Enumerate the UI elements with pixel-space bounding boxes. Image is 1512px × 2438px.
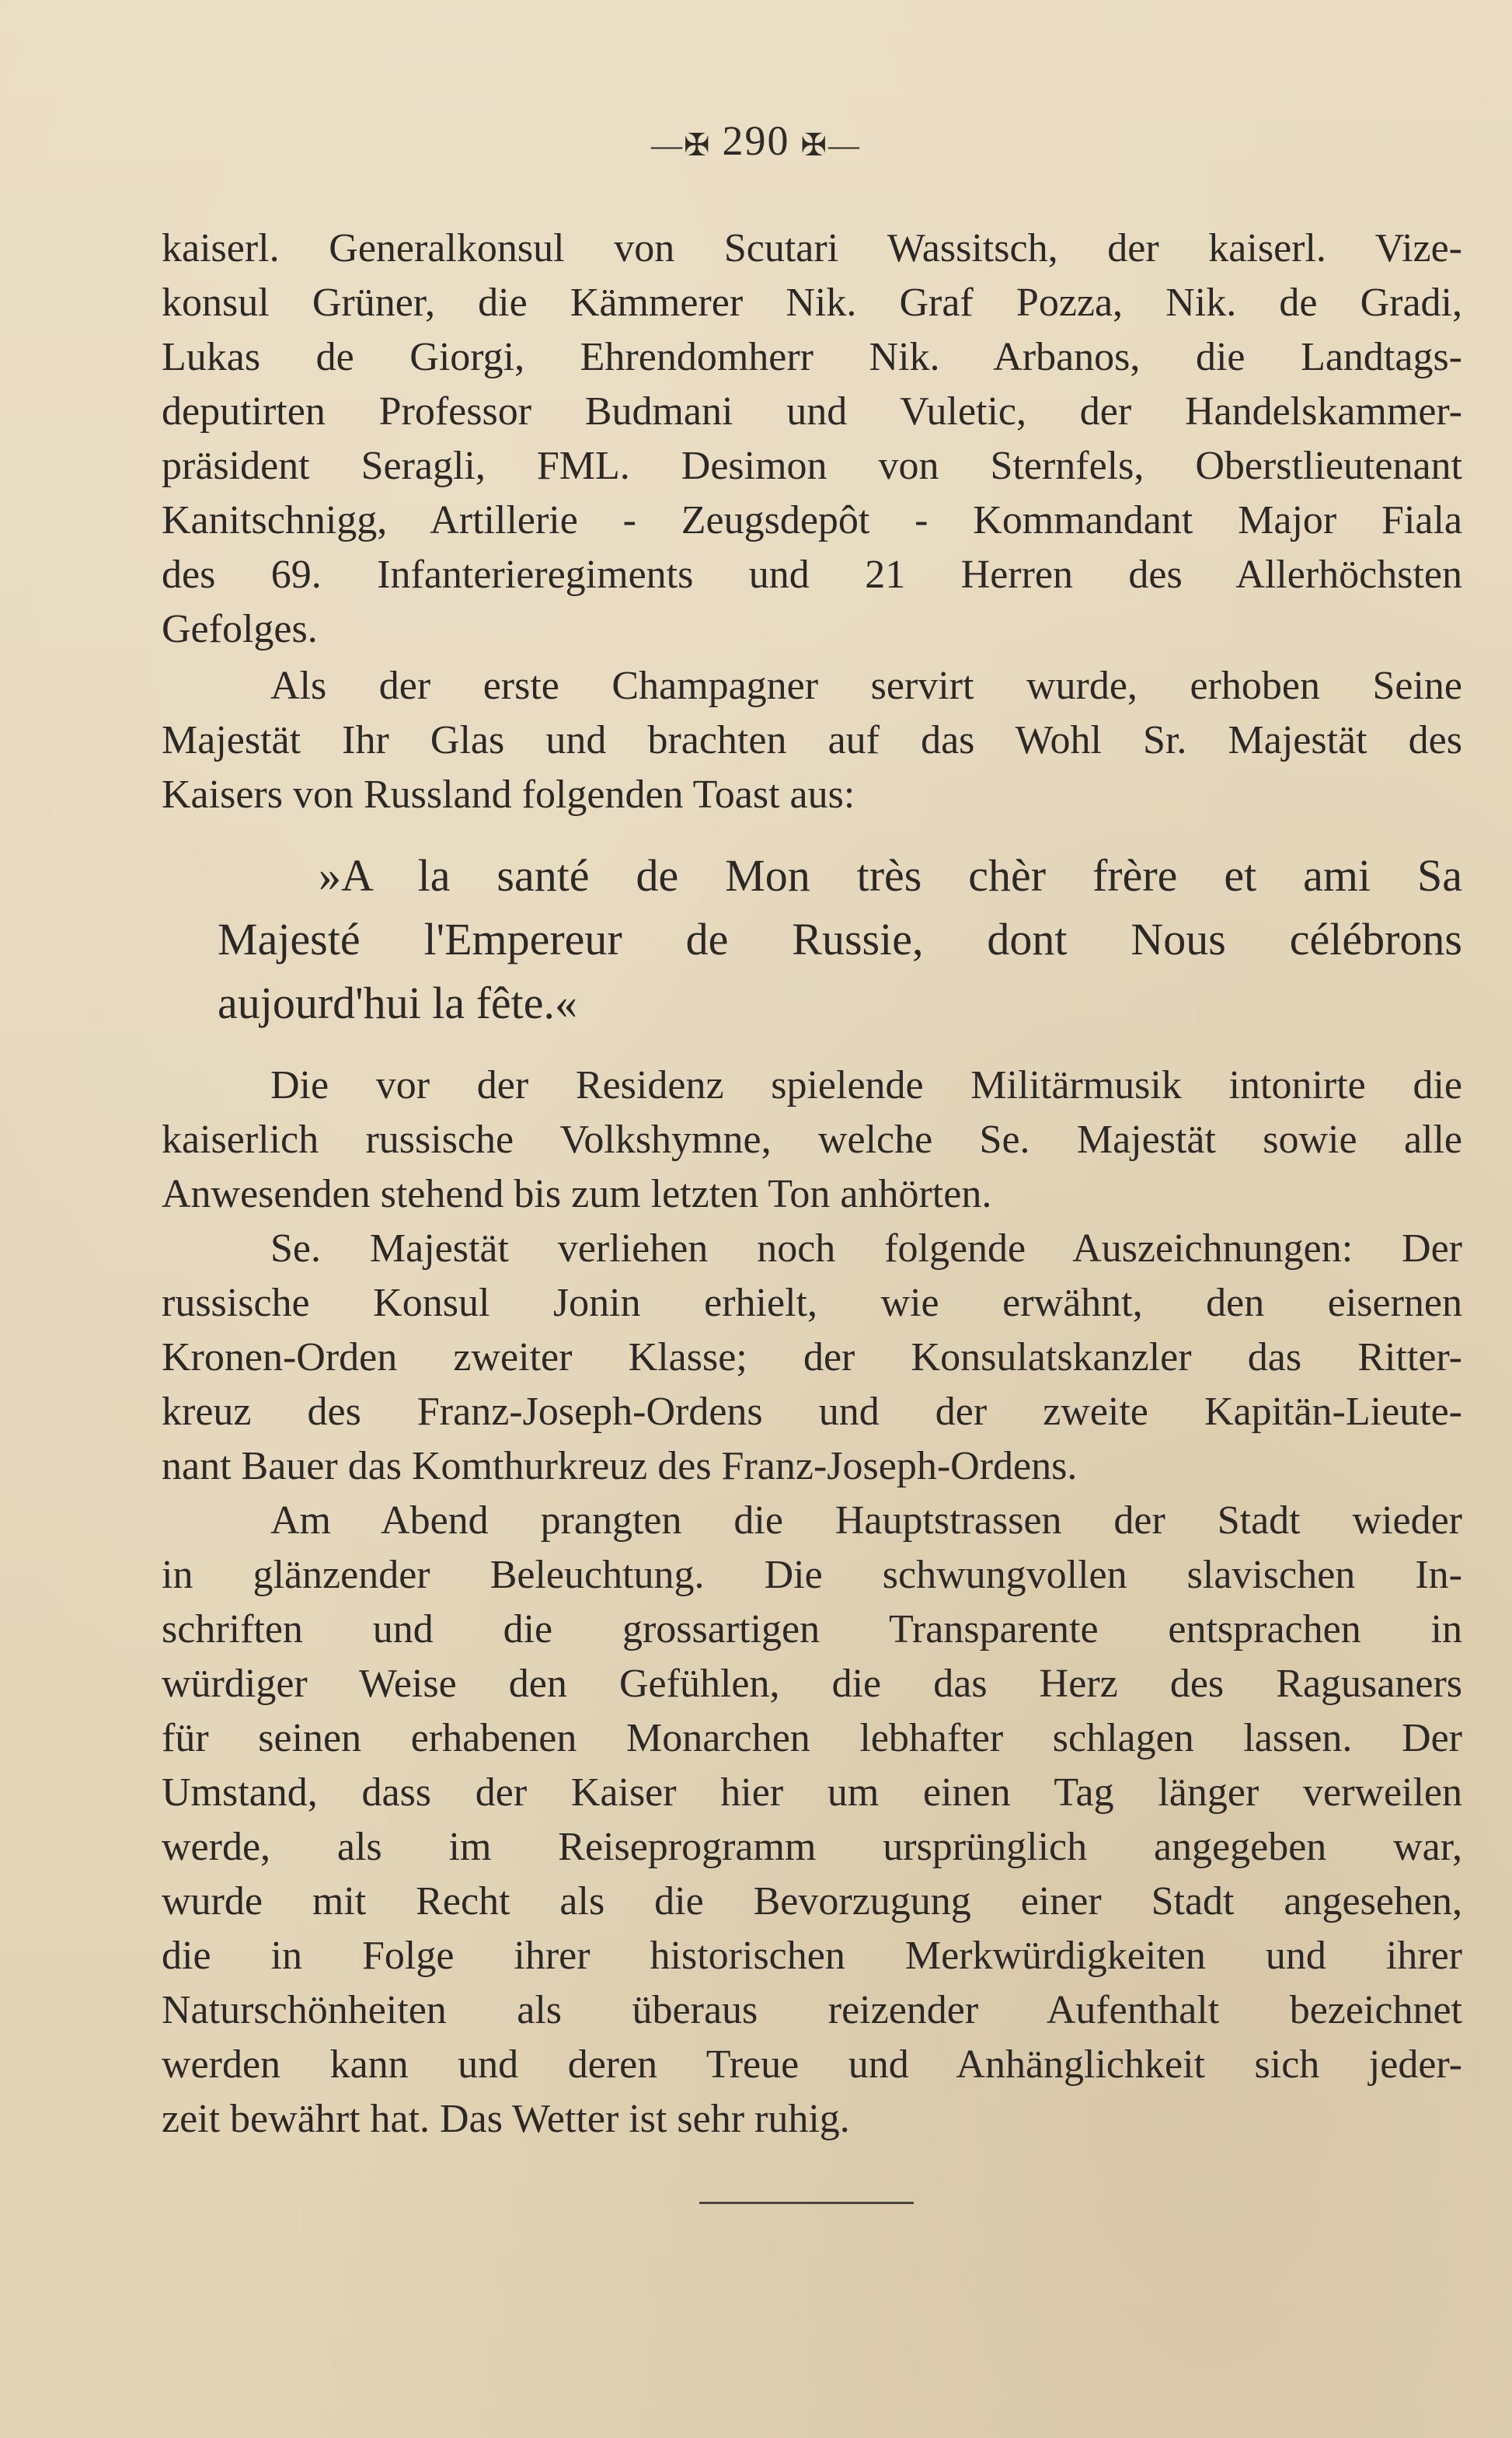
text-line: Gefolges. xyxy=(162,607,318,651)
text-line: Kaisers von Russland folgenden Toast aus: xyxy=(162,773,855,817)
paragraph-champagne xyxy=(162,659,1462,822)
quote-line: »A la santé de Mon très chèr frère et ami Sa xyxy=(319,850,1462,901)
ornament-right: ✠— xyxy=(800,127,862,163)
text-line: wurde mit Recht als die Bevorzugung einer Stadt angesehen, xyxy=(162,1879,1462,1924)
text-line: Umstand, dass der Kaiser hier um einen Tag länger verweilen xyxy=(162,1770,1462,1815)
text-line: Anwesenden stehend bis zum letzten Ton anhörten. xyxy=(162,1172,992,1216)
text-line: schriften und die grossartigen Transparente entsprachen in xyxy=(162,1607,1462,1651)
text-line: Kronen-Orden zweiter Klasse; der Konsulatskanzler das Ritter- xyxy=(162,1335,1462,1379)
text-line: in glänzender Beleuchtung. Die schwungvollen slavischen In- xyxy=(162,1553,1462,1597)
text-line: die in Folge ihrer historischen Merkwürdigkeiten und ihrer xyxy=(162,1934,1462,1978)
quote-line: Majesté l'Empereur de Russie, dont Nous célébrons xyxy=(218,914,1462,964)
text-line: des 69. Infanterieregiments und 21 Herren des Allerhöchsten xyxy=(162,553,1462,597)
quote-line: aujourd'hui la fête.« xyxy=(218,978,578,1028)
text-line: Die vor der Residenz spielende Militärmusik intonirte die xyxy=(270,1063,1462,1107)
toast-quote xyxy=(218,844,1462,1035)
paragraph-decorations xyxy=(162,1222,1462,1494)
text-line: deputirten Professor Budmani und Vuletic, der Handelskammer- xyxy=(162,389,1462,434)
text-line: Als der erste Champagner servirt wurde, erhoben Seine xyxy=(270,664,1462,708)
text-line: konsul Grüner, die Kämmerer Nik. Graf Pozza, Nik. de Gradi, xyxy=(162,281,1462,325)
page-number: 290 xyxy=(722,117,790,164)
text-line: Am Abend prangten die Hauptstrassen der Stadt wieder xyxy=(270,1498,1462,1543)
text-line: würdiger Weise den Gefühlen, die das Herz des Ragusaners xyxy=(162,1662,1462,1706)
paragraph-evening xyxy=(162,1494,1462,2147)
ornament-left: —✠ xyxy=(650,127,712,163)
paragraph-guest-list xyxy=(162,221,1462,657)
text-line: kaiserl. Generalkonsul von Scutari Wassitsch, der kaiserl. Vize- xyxy=(162,226,1462,270)
text-line: russische Konsul Jonin erhielt, wie erwähnt, den eisernen xyxy=(162,1281,1462,1325)
page-header xyxy=(0,117,1512,165)
text-line: werde, als im Reiseprogramm ursprünglich angegeben war, xyxy=(162,1825,1462,1869)
text-line: Naturschönheiten als überaus reizender Aufenthalt bezeichnet xyxy=(162,1988,1462,2032)
section-end-rule xyxy=(699,2202,914,2204)
text-line: Kanitschnigg, Artillerie - Zeugsdepôt - Kommandant Major Fiala xyxy=(162,498,1462,542)
text-line: zeit bewährt hat. Das Wetter ist sehr ruhig. xyxy=(162,2097,850,2141)
text-line: Lukas de Giorgi, Ehrendomherr Nik. Arbanos, die Landtags- xyxy=(162,335,1462,379)
paragraph-military-music xyxy=(162,1059,1462,1222)
text-line: präsident Seragli, FML. Desimon von Sternfels, Oberstlieutenant xyxy=(162,444,1462,488)
text-line: Majestät Ihr Glas und brachten auf das Wohl Sr. Majestät des xyxy=(162,718,1462,762)
text-line: Se. Majestät verliehen noch folgende Auszeichnungen: Der xyxy=(270,1226,1462,1271)
text-line: werden kann und deren Treue und Anhänglichkeit sich jeder- xyxy=(162,2042,1462,2087)
text-line: kreuz des Franz-Joseph-Ordens und der zweite Kapitän-Lieute- xyxy=(162,1390,1462,1434)
text-line: für seinen erhabenen Monarchen lebhafter schlagen lassen. Der xyxy=(162,1716,1462,1760)
text-line: nant Bauer das Komthurkreuz des Franz-Joseph-Ordens. xyxy=(162,1444,1078,1488)
text-line: kaiserlich russische Volkshymne, welche Se. Majestät sowie alle xyxy=(162,1118,1462,1162)
